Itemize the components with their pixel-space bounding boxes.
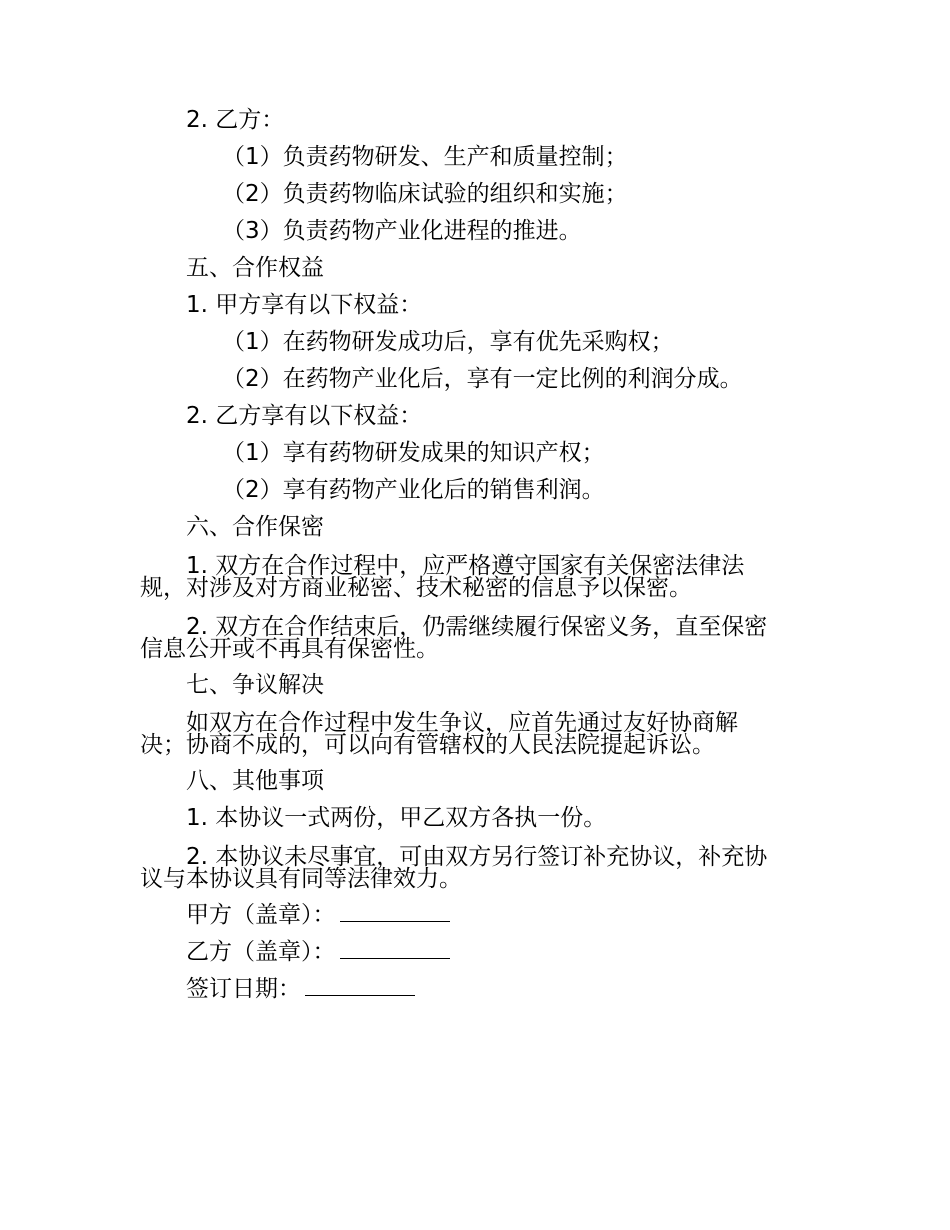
dispute-clause-line-2: 决；协商不成的，可以向有管辖权的人民法院提起诉讼。 [140, 732, 715, 758]
party-b-header: 2. 乙方： [186, 107, 285, 133]
party-b-rights-header: 2. 乙方享有以下权益： [186, 403, 423, 429]
party-b-seal-blank[interactable] [340, 938, 450, 959]
section-6-title: 六、合作保密 [186, 514, 324, 540]
party-b-seal-label: 乙方（盖章）： [186, 939, 336, 965]
sign-date-row [186, 974, 415, 1004]
party-b-duty-2: （2）负责药物临床试验的组织和实施； [222, 181, 628, 207]
other-clause-2-line-1: 2. 本协议未尽事宜，可由双方另行签订补充协议，补充协 [186, 844, 768, 870]
section-7-title: 七、争议解决 [186, 672, 324, 698]
confidentiality-clause-2-line-1: 2. 双方在合作结束后，仍需继续履行保密义务，直至保密 [186, 614, 768, 640]
section-5-title: 五、合作权益 [186, 255, 324, 281]
party-b-right-1: （1）享有药物研发成果的知识产权； [222, 440, 605, 466]
party-b-right-2: （2）享有药物产业化后的销售利润。 [222, 477, 605, 503]
section-8-title: 八、其他事项 [186, 768, 324, 794]
sign-date-label: 签订日期： [186, 976, 301, 1002]
other-clause-1: 1. 本协议一式两份，甲乙双方各执一份。 [186, 805, 607, 831]
sign-date-blank[interactable] [305, 975, 415, 996]
other-clause-2-line-2: 议与本协议具有同等法律效力。 [140, 866, 462, 892]
party-a-right-2: （2）在药物产业化后，享有一定比例的利润分成。 [222, 366, 743, 392]
party-a-seal-label: 甲方（盖章）： [186, 902, 336, 928]
party-b-signature-row [186, 937, 450, 967]
party-b-duty-3: （3）负责药物产业化进程的推进。 [222, 218, 582, 244]
dispute-clause-line-1: 如双方在合作过程中发生争议，应首先通过友好协商解 [186, 710, 738, 736]
confidentiality-clause-1-line-2: 规，对涉及对方商业秘密、技术秘密的信息予以保密。 [140, 575, 692, 601]
confidentiality-clause-1-line-1: 1. 双方在合作过程中，应严格遵守国家有关保密法律法 [186, 553, 745, 579]
party-a-right-1: （1）在药物研发成功后，享有优先采购权； [222, 329, 674, 355]
party-b-duty-1: （1）负责药物研发、生产和质量控制； [222, 144, 628, 170]
party-a-seal-blank[interactable] [340, 901, 450, 922]
party-a-signature-row [186, 900, 450, 930]
party-a-rights-header: 1. 甲方享有以下权益： [186, 292, 423, 318]
confidentiality-clause-2-line-2: 信息公开或不再具有保密性。 [140, 636, 439, 662]
